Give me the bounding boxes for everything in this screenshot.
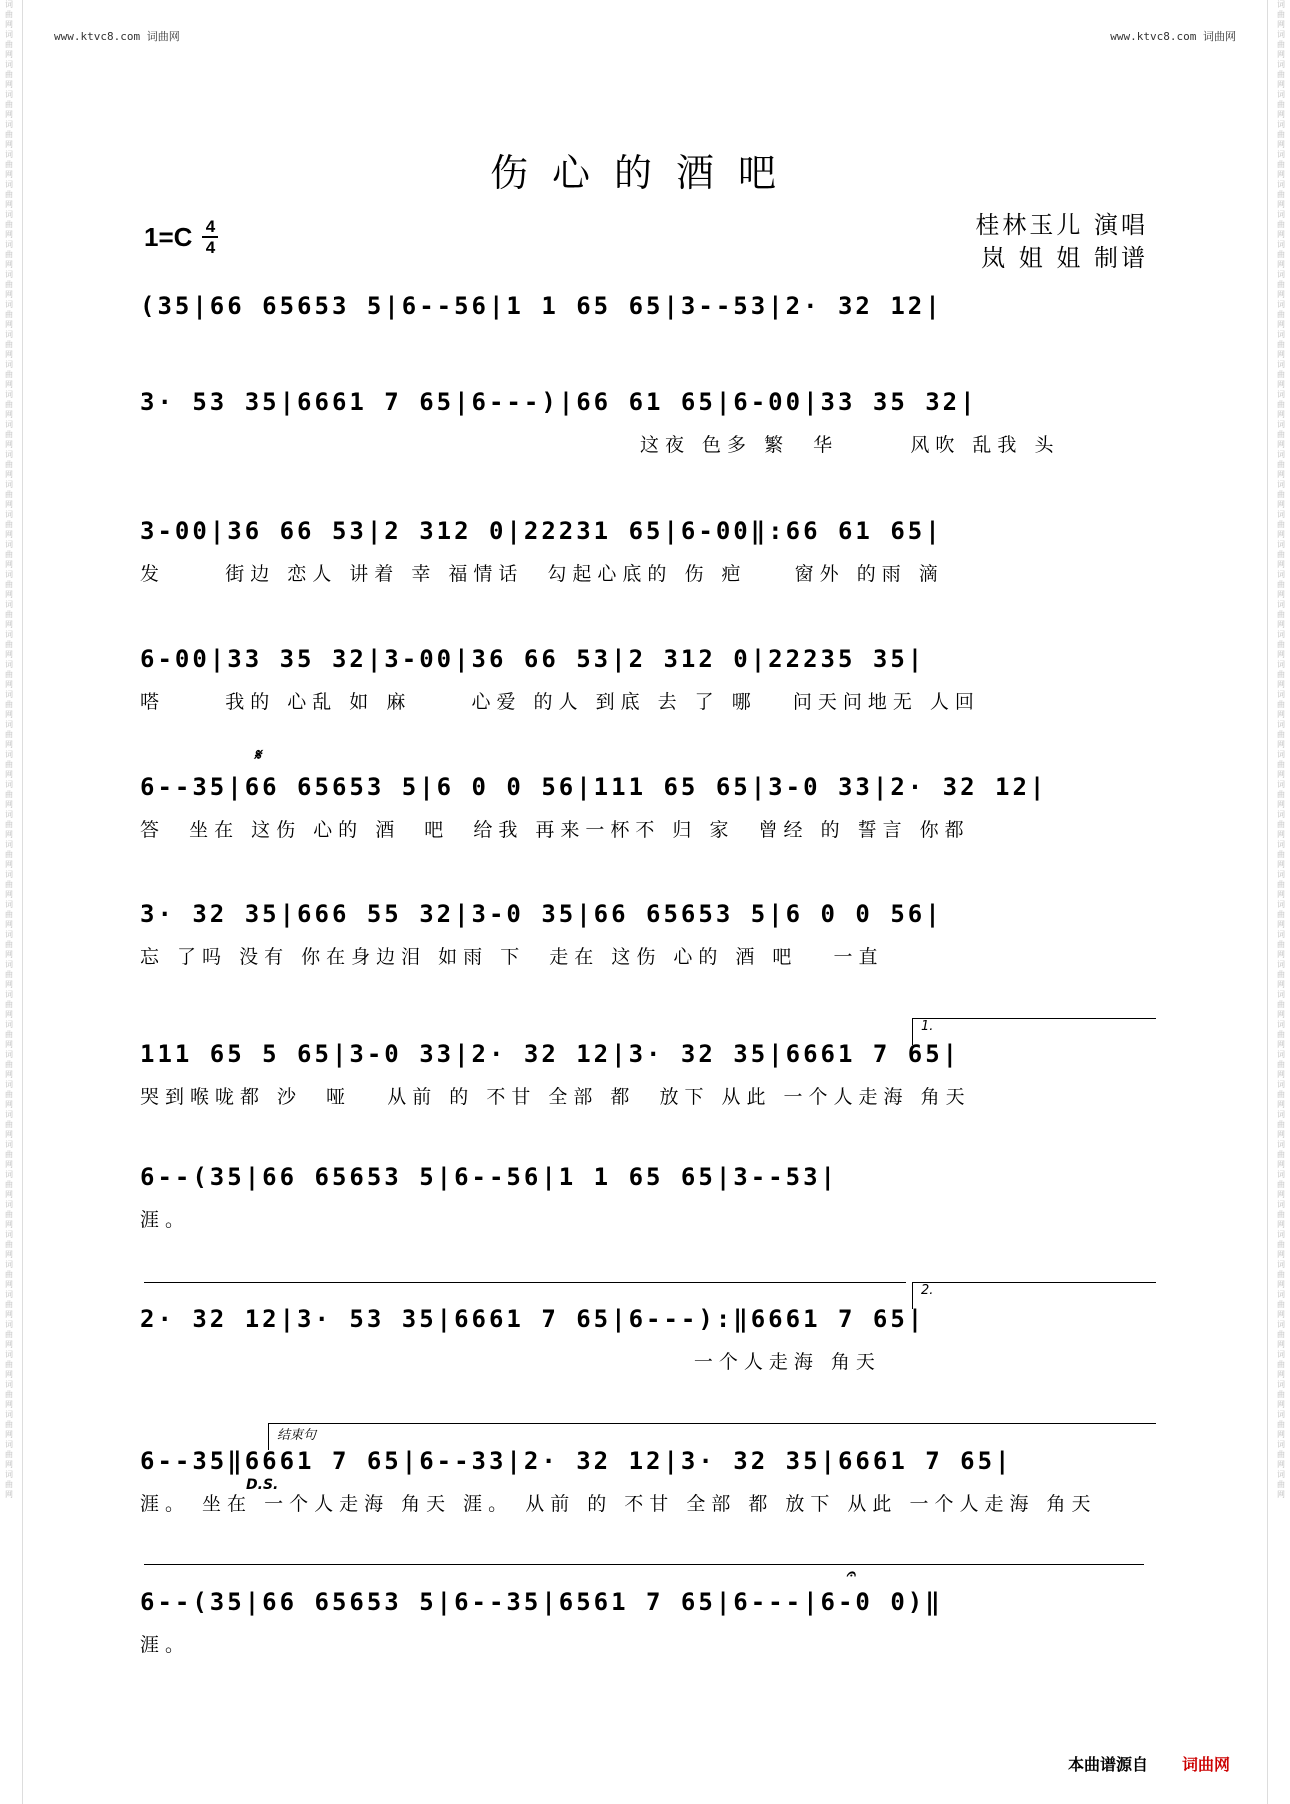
song-title: 伤心的酒吧 <box>489 151 800 195</box>
time-signature <box>202 218 218 256</box>
lyrics-line: 发 街边 恋人 讲着 幸 福情话 勾起心底的 伤 疤 窗外 的雨 滴 <box>140 563 944 585</box>
key-signature <box>144 218 218 256</box>
score-row <box>140 388 1150 457</box>
lyrics-line: 嗒 我的 心乱 如 麻 心爱 的人 到底 去 了 哪 问天问地无 人回 <box>140 691 980 713</box>
score-row <box>140 292 1150 334</box>
lyrics-line: 涯。 <box>140 1209 191 1231</box>
ending-phrase-bracket: 结束句 <box>268 1423 1156 1450</box>
notation-line: 3-00|36 66 53|2 312 0|22231 65|6-00‖:66 61 65| <box>140 517 943 545</box>
score-row <box>140 1588 1150 1657</box>
ds-mark: D.S. <box>246 1477 279 1493</box>
fermata-mark: 𝄐 <box>846 1564 855 1583</box>
repeat-bracket-line <box>144 1282 906 1283</box>
score-row <box>140 645 1150 714</box>
key-label: 1=C <box>144 221 193 252</box>
score-row <box>140 900 1150 969</box>
lyrics-line: 一个人走海 角天 <box>140 1351 881 1373</box>
notation-line: 2· 32 12|3· 53 35|6661 7 65|6---):‖6661 7 65| <box>140 1305 926 1333</box>
score-row <box>140 1163 1150 1232</box>
score-row <box>140 517 1150 586</box>
notation-line: 3· 53 35|6661 7 65|6---)|66 61 65|6-00|33 35 32| <box>140 388 978 416</box>
lyrics-line: 涯。 坐在 一个人走海 角天 涯。 从前 的 不甘 全部 都 放下 从此 一个人走海 角天 <box>140 1493 1097 1515</box>
lyrics-line: 忘 了吗 没有 你在身边泪 如雨 下 走在 这伤 心的 酒 吧 一直 <box>140 946 884 968</box>
score-row <box>140 773 1150 842</box>
notation-line: 111 65 5 65|3-0 33|2· 32 12|3· 32 35|6661 7 65| <box>140 1040 961 1068</box>
watermark-left: www.ktvc8.com 词曲网 <box>54 30 180 43</box>
notation-line: (35|66 65653 5|6--56|1 1 65 65|3--53|2· 32 12| <box>140 292 943 320</box>
time-sig-top: 4 <box>205 217 216 236</box>
left-border-line <box>22 0 23 1804</box>
right-watermark-strip: 词曲网词曲网词曲网词曲网词曲网词曲网词曲网词曲网词曲网词曲网词曲网词曲网词曲网词曲网词曲网词曲网词曲网词曲网词曲网词曲网词曲网词曲网词曲网词曲网词曲网词曲网词曲网词曲网词曲网词曲网词曲网词曲网词曲网词曲网词曲网词曲网词曲网词曲网词曲网词曲网词曲网词曲网词曲网词曲网词曲网词曲网词曲网词曲网词曲网词曲网 <box>1277 0 1285 1499</box>
score-row <box>140 1040 1150 1109</box>
lyrics-line: 答 坐在 这伤 心的 酒 吧 给我 再来一杯不 归 家 曾经 的 誓言 你都 <box>140 819 970 841</box>
notation-line: 6--(35|66 65653 5|6--35|6561 7 65|6---|6-0 0)‖ <box>140 1588 943 1616</box>
segno-mark: 𝄋 <box>254 745 261 764</box>
repeat-bracket-line <box>144 1564 1144 1565</box>
notation-line: 6-00|33 35 32|3-00|36 66 53|2 312 0|22235 35| <box>140 645 926 673</box>
singer-credit: 桂林玉儿 演唱 <box>975 211 1148 239</box>
notation-line: 6--35|66 65653 5|6 0 0 56|111 65 65|3-0 33|2· 32 12| <box>140 773 1048 801</box>
time-sig-bottom: 4 <box>205 238 216 257</box>
lyrics-line: 哭到喉咙都 沙 哑 从前 的 不甘 全部 都 放下 从此 一个人走海 角天 <box>140 1086 971 1108</box>
lyrics-line: 涯。 <box>140 1634 191 1656</box>
watermark-right: www.ktvc8.com 词曲网 <box>1110 30 1236 43</box>
left-watermark-strip: 词曲网词曲网词曲网词曲网词曲网词曲网词曲网词曲网词曲网词曲网词曲网词曲网词曲网词曲网词曲网词曲网词曲网词曲网词曲网词曲网词曲网词曲网词曲网词曲网词曲网词曲网词曲网词曲网词曲网词曲网词曲网词曲网词曲网词曲网词曲网词曲网词曲网词曲网词曲网词曲网词曲网词曲网词曲网词曲网词曲网词曲网词曲网词曲网词曲网词曲网 <box>5 0 13 1499</box>
score-row <box>140 1447 1150 1516</box>
notation-line: 3· 32 35|666 55 32|3-0 35|66 65653 5|6 0 0 56| <box>140 900 943 928</box>
score-row <box>140 1305 1150 1374</box>
transcriber-credit: 岚 姐 姐 制谱 <box>981 244 1148 272</box>
notation-line: 6--35‖6661 7 65|6--33|2· 32 12|3· 32 35|6661 7 65| <box>140 1447 1013 1475</box>
footer-site-link[interactable]: 词曲网 <box>1181 1755 1230 1774</box>
volta-first-ending: 1. <box>912 1018 1156 1045</box>
notation-line: 6--(35|66 65653 5|6--56|1 1 65 65|3--53| <box>140 1163 838 1191</box>
footer-source: 本曲谱源自 <box>1067 1755 1148 1774</box>
lyrics-line: 这夜 色多 繁 华 风吹 乱我 头 <box>640 434 1060 456</box>
volta-second-ending: 2. <box>912 1282 1156 1309</box>
right-border-line <box>1267 0 1268 1804</box>
